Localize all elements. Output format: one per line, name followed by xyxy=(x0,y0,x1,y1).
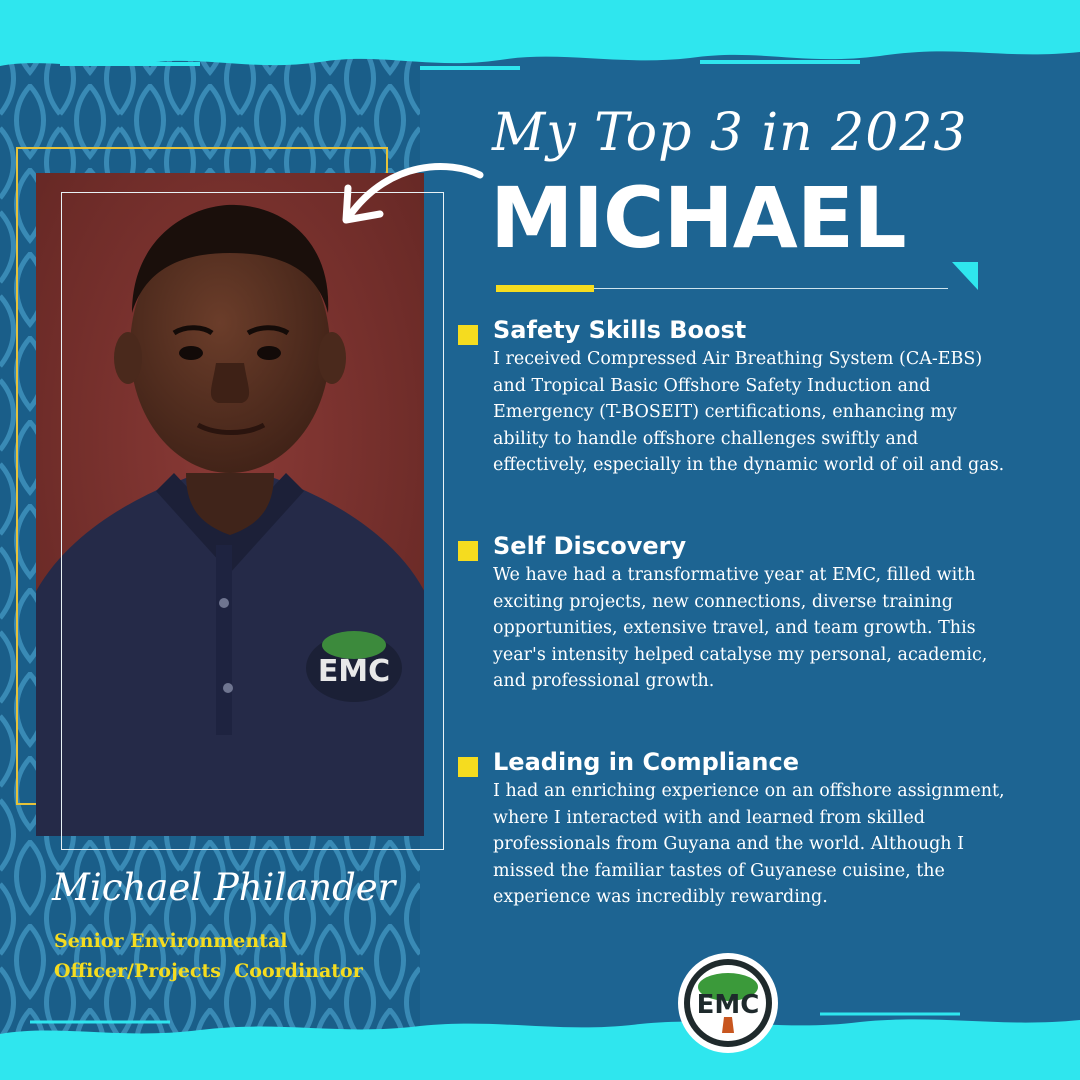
job-title-line-2: Officer/Projects Coordinator xyxy=(54,960,363,982)
yellow-square-icon xyxy=(458,541,478,561)
achievement-description: I received Compressed Air Breathing System (CA-EBS) and Tropical Basic Offshore Safety Induction and Emergency (T-BOSEIT) certifications, enhancing my ability to handle offshore challenges swiftly and effectively, especially in the dynamic world of oil and gas. xyxy=(493,349,1005,475)
name-headline: MICHAEL xyxy=(490,169,906,267)
job-title xyxy=(54,926,424,986)
yellow-square-icon xyxy=(458,757,478,777)
yellow-accent-bar xyxy=(496,285,594,292)
job-title-line-1: Senior Environmental xyxy=(54,930,288,952)
cyan-triangle-accent xyxy=(952,262,978,290)
achievement-description: I had an enriching experience on an offshore assignment, where I interacted with and learned from skilled professionals from Guyana and the world. Although I missed the familiar tastes of Guyanese cuisine, the experience was incredibly rewarding. xyxy=(493,781,1005,907)
signature-name: Michael Philander xyxy=(52,866,396,909)
script-title: My Top 3 in 2023 xyxy=(492,103,968,163)
yellow-square-icon xyxy=(458,325,478,345)
achievement-title: Self Discovery xyxy=(493,532,687,560)
achievement-description: We have had a transformative year at EMC, filled with exciting projects, new connections, diverse training opportunities, extensive travel, and team growth. This year's intensity helped catalyse my personal, academic, and professional growth. xyxy=(493,565,988,691)
white-photo-frame xyxy=(61,192,444,850)
bottom-brush-stroke xyxy=(0,1010,1080,1080)
arrow-icon xyxy=(330,120,490,240)
emc-logo xyxy=(676,951,780,1055)
svg-text:EMC: EMC xyxy=(317,654,391,689)
svg-text:EMC: EMC xyxy=(696,990,760,1020)
achievement-title: Leading in Compliance xyxy=(493,748,799,776)
top-brush-stroke xyxy=(0,0,1080,80)
achievement-title: Safety Skills Boost xyxy=(493,316,747,344)
